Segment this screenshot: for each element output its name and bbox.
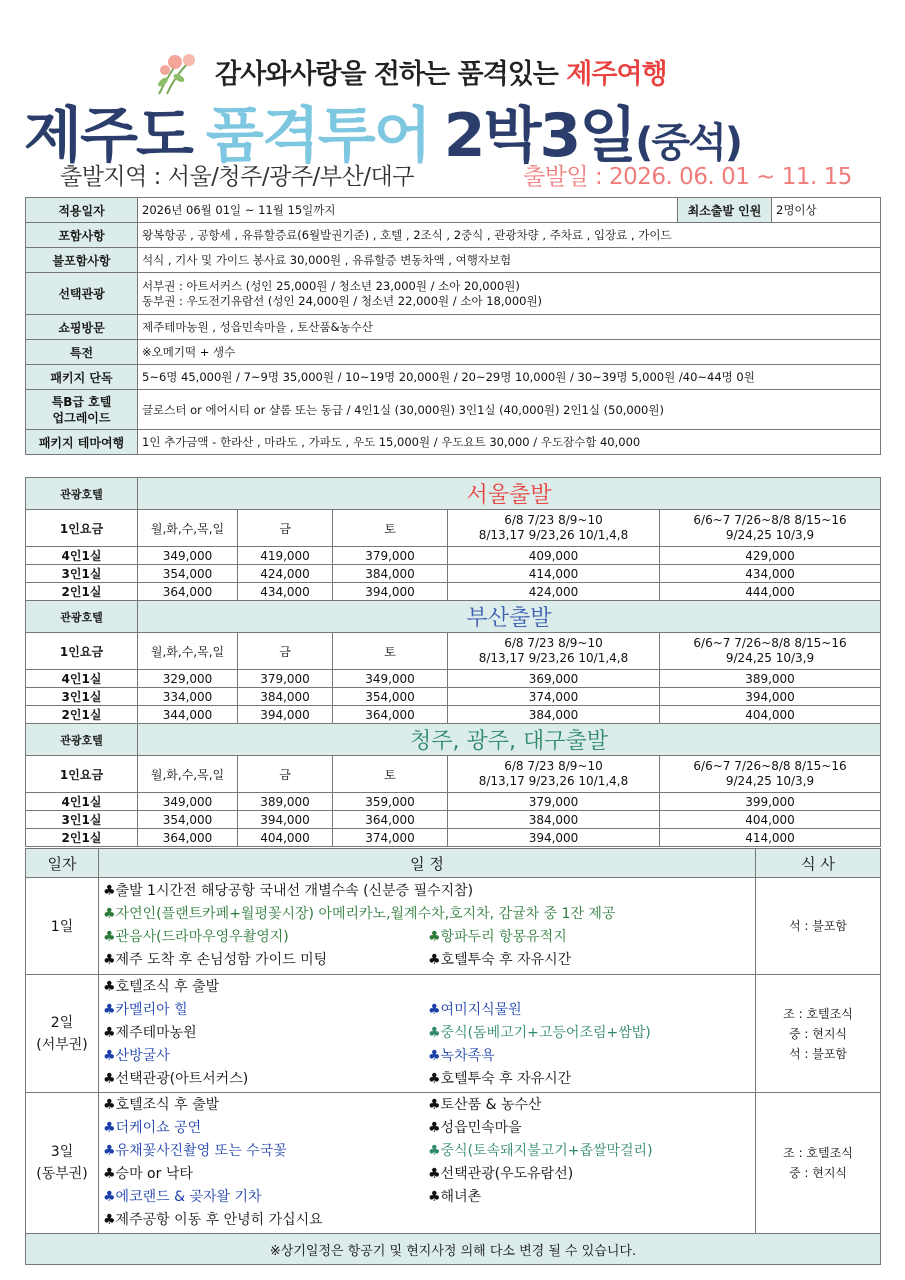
- day1-row: 1일 ♣출발 1시간전 해당공항 국내선 개별수속 (신분증 필수지참) ♣자연인(플랜트카페+월평꽃시장) 아메리카노,월계수차,호지차, 감귤차 중 1잔 제공 ♣관음사(드라마우영우촬영지) ♣항파두리 항몽유적지 ♣제주 도착 후 손님성함 가이드 미팅 ♣호텔투숙 후 자유시간 석 : 불포함: [26, 878, 881, 975]
- day3-row: 3일 (동부권) ♣호텔조식 후 출발 ♣토산품 & 농수산 ♣더케이쇼 공연 ♣성읍민속마을 ♣유채꽃사진촬영 또는 수국꽃 ♣중식(토속돼지불고기+좁쌀막걸리) ♣승마 or 낙타 ♣선택관광(우도유람선) ♣에코랜드 & 곶자왈 기차 ♣해녀촌 ♣제주공항 이동 후 안녕히 가십시요 조 : 호텔조식 중 : 현지식: [26, 1093, 881, 1234]
- info-table: [25, 197, 881, 455]
- info-row-shopping: 쇼핑방문 제주테마농원 , 성읍민속마을 , 토산품&농수산: [26, 315, 881, 340]
- departure-date: 출발일 : 2026. 06. 01 ~ 11. 15: [523, 164, 852, 190]
- itinerary-item: ♣선택관광(아트서커스) ♣호텔투숙 후 자유시간: [103, 1071, 572, 1087]
- itinerary-item: ♣자연인(플랜트카페+월평꽃시장) 아메리카노,월계수차,호지차, 감귤차 중 1잔 제공: [103, 906, 616, 922]
- page-title: 제주도 품격투어 2박3일(중석): [24, 101, 741, 171]
- info-row-special: 특전 ※오메기떡 + 생수: [26, 340, 881, 365]
- schedule-table: 일자 일 정 식 사 1일 ♣출발 1시간전 해당공항 국내선 개별수속 (신분증 필수지참) ♣자연인(플랜트카페+월평꽃시장) 아메리카노,월계수차,호지차, 감귤차 중 1잔 제공 ♣관음사(드라마우영우촬영지) ♣항파두리 항몽유적지 ♣제주 도착 후 손님성함 가이드 미팅 ♣호텔투숙 후 자유시간 석 : 불포함 2일 (서부권) ♣호텔조식 후 출발 ♣카멜리아 힐 ♣여미지식물원 ♣제주테마농원 ♣중식(돔베고기+고등어조림+쌈밥) ♣산방굴사 ♣녹차족욕 ♣선택관광(아트서커스) ♣호텔투숙 후 자유시간 조 : 호텔조식 중 : 현지식 석 : 불포함 3일 (동부권) ♣호텔조식 후 출발 ♣토산품 & 농수산 ♣더케이쇼 공연 ♣성읍민속마을 ♣유채꽃사진촬영 또는 수국꽃 ♣중식(토속돼지불고기+좁쌀막걸리) ♣승마 or 낙타 ♣선택관광(우도유람선) ♣에코랜드 & 곶자왈 기차 ♣해녀촌 ♣제주공항 이동 후 안녕히 가십시요 조 : 호텔조식 중 : 현지식 ※상기일정은 항공기 및 현지사정 의해 다소 변경 될 수 있습니다.: [25, 848, 881, 1265]
- itinerary-item: ♣제주 도착 후 손님성함 가이드 미팅 ♣호텔투숙 후 자유시간: [103, 952, 572, 968]
- slogan-highlight: 제주여행: [566, 59, 667, 90]
- itinerary-item: ♣승마 or 낙타 ♣선택관광(우도유람선): [103, 1166, 574, 1182]
- itinerary-item: ♣산방굴사 ♣녹차족욕: [103, 1048, 495, 1064]
- footer-note: ※상기일정은 항공기 및 현지사정 의해 다소 변경 될 수 있습니다.: [26, 1234, 881, 1265]
- itinerary-item: ♣에코랜드 & 곶자왈 기차 ♣해녀촌: [103, 1189, 482, 1205]
- itinerary-item: ♣제주테마농원 ♣중식(돔베고기+고등어조림+쌈밥): [103, 1025, 651, 1041]
- info-row-upgrade: 특B급 호텔 업그레이드 글로스터 or 에어시티 or 샬롬 또는 동급 / 4인1실 (30,000원) 3인1실 (40,000원) 2인1실 (50,000원): [26, 390, 881, 430]
- itinerary-item: ♣유채꽃사진촬영 또는 수국꽃 ♣중식(토속돼지불고기+좁쌀막걸리): [103, 1143, 653, 1159]
- info-row-period: 적용일자 2026년 06월 01일 ~ 11월 15일까지 최소출발 인원 2명이상: [26, 198, 881, 223]
- itinerary-item: ♣제주공항 이동 후 안녕히 가십시요: [103, 1212, 323, 1228]
- day2-row: 2일 (서부권) ♣호텔조식 후 출발 ♣카멜리아 힐 ♣여미지식물원 ♣제주테마농원 ♣중식(돔베고기+고등어조림+쌈밥) ♣산방굴사 ♣녹차족욕 ♣선택관광(아트서커스) ♣호텔투숙 후 자유시간 조 : 호텔조식 중 : 현지식 석 : 불포함: [26, 975, 881, 1093]
- info-row-theme: 패키지 테마여행 1인 추가금액 - 한라산 , 마라도 , 가파도 , 우도 15,000원 / 우도요트 30,000 / 우도잠수함 40,000: [26, 430, 881, 455]
- busan-title: 부산출발: [138, 601, 881, 633]
- info-row-included: 포함사항 왕복항공 , 공항세 , 유류할증료(6월발권기준) , 호텔 , 2조식 , 2중식 , 관광차량 , 주차료 , 입장료 , 가이드: [26, 223, 881, 248]
- itinerary-item: ♣호텔조식 후 출발: [103, 979, 220, 995]
- slogan: 감사와사랑을 전하는 품격있는 제주여행: [215, 59, 667, 90]
- info-row-excluded: 불포함사항 석식 , 기사 및 가이드 봉사료 30,000원 , 유류할증 변동차액 , 여행자보험: [26, 248, 881, 273]
- itinerary-item: ♣관음사(드라마우영우촬영지) ♣항파두리 항몽유적지: [103, 929, 567, 945]
- info-row-discount: 패키지 단독 5~6명 45,000원 / 7~9명 35,000원 / 10~19명 20,000원 / 20~29명 10,000원 / 30~39명 5,000원 /40~44명 0원: [26, 365, 881, 390]
- departure-area: 출발지역 : 서울/청주/광주/부산/대구: [60, 164, 414, 190]
- itinerary-item: ♣출발 1시간전 해당공항 국내선 개별수속 (신분증 필수지참): [103, 883, 474, 899]
- others-title: 청주, 광주, 대구출발: [138, 724, 881, 756]
- itinerary-item: ♣더케이쇼 공연 ♣성읍민속마을: [103, 1120, 522, 1136]
- itinerary-item: ♣호텔조식 후 출발 ♣토산품 & 농수산: [103, 1097, 542, 1113]
- info-row-optional: 선택관광 서부권 : 아트서커스 (성인 25,000원 / 청소년 23,000원 / 소아 20,000원) 동부권 : 우도전기유람선 (성인 24,000원 / 청소년 22,000원 / 소아 18,000원): [26, 273, 881, 315]
- price-table: 관광호텔 서울출발 1인요금 월,화,수,목,일 금 토 6/8 7/23 8/9~10 8/13,17 9/23,26 10/1,4,8 6/6~7 7/26~8/8 8/15~16 9/24,25 10/3,9 4인1실 349,000 419,000 379,000 409,000 429,000 3인1실 354,000 424,000 384,000 414,000 434,000 2인1실 364,000 434,000 394,000 424,000 444,000 관광호텔 부산출발 1인요금 월,화,수,목,일 금 토 6/8 7/23 8/9~10 8/13,17 9/23,26 10/1,4,8 6/6~7 7/26~8/8 8/15~16 9/24,25 10/3,9 4인1실 329,000 379,000 349,000 369,000 389,000 3인1실 334,000 384,000 354,000 374,000 394,000 2인1실 344,000 394,000 364,000 384,000 404,000 관광호텔 청주, 광주, 대구출발 1인요금 월,화,수,목,일 금 토 6/8 7/23 8/9~10 8/13,17 9/23,26 10/1,4,8 6/6~7 7/26~8/8 8/15~16 9/24,25 10/3,9 4인1실 349,000 389,000 359,000 379,000 399,000 3인1실 354,000 394,000 364,000 384,000 404,000 2인1실 364,000 404,000 374,000 394,000 414,000: [25, 477, 881, 847]
- itinerary-item: ♣카멜리아 힐 ♣여미지식물원: [103, 1002, 522, 1018]
- seoul-title: 서울출발: [138, 478, 881, 510]
- header: [0, 0, 905, 195]
